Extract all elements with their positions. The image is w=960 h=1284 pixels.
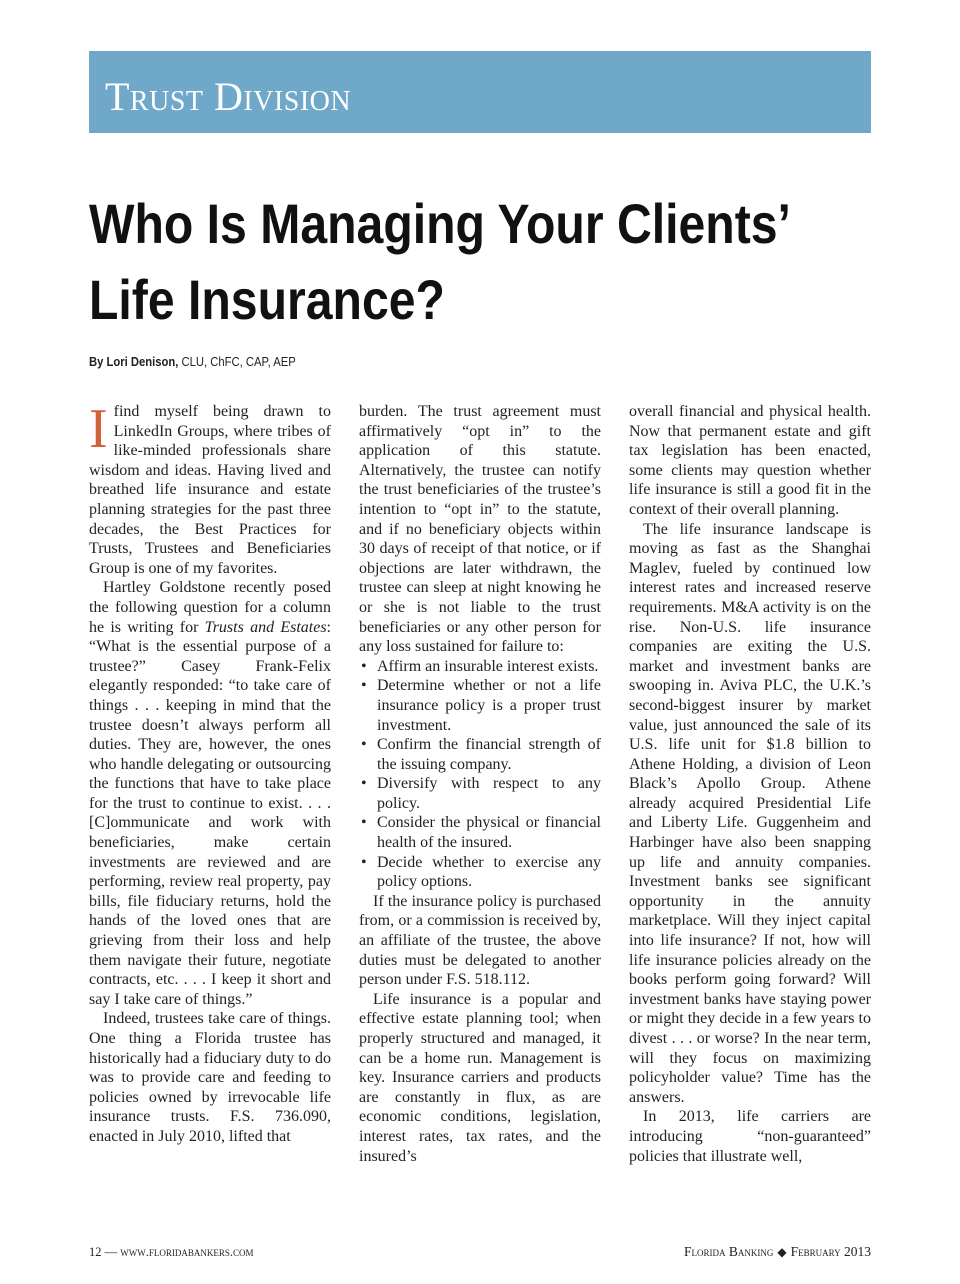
- paragraph: overall financial and physical health. Now that permanent estate and gift tax legislation has been enacted, some clients may question whether life insurance is still a good fit in the context of their overall planning.: [629, 403, 871, 518]
- article-headline: [89, 186, 794, 338]
- publication-title: Trusts and Estates: [204, 618, 327, 636]
- author-name: By Lori Denison,: [89, 355, 179, 369]
- headline-line-2: Life Insurance?: [89, 268, 445, 331]
- byline: [89, 355, 296, 369]
- column-3: [629, 402, 871, 1166]
- column-2: [359, 402, 601, 1166]
- duty-list: [359, 657, 601, 892]
- paragraph: Indeed, trustees take care of things. One thing a Florida trustee has historically had a fiduciary duty to do was to provide care and feeding to policies owned by irrevocable life insurance trusts. F.S. 736.090, enacted in July 2010, lifted that: [89, 1010, 331, 1145]
- headline-line-1: Who Is Managing Your Clients’: [89, 192, 791, 255]
- section-banner: [89, 51, 871, 133]
- paragraph: [89, 578, 331, 1009]
- paragraph: burden. The trust agreement must affirmatively “opt in” to the application of this statute. Alternatively, the trustee can notify the trust beneficiaries of the trustee’s intention to “opt in” to the statute, and if no beneficiary objects within 30 days of receipt of that notice, or if objections are later withdrawn, the trustee can sleep at night knowing he or she is not liable to the trust beneficiaries or any other person for any loss sustained for failure to:: [359, 403, 601, 656]
- paragraph: [89, 398, 331, 578]
- page-number: 12 —: [89, 1245, 118, 1259]
- list-item: • Consider the physical or financial health of the insured.: [359, 813, 601, 852]
- website-url: www.floridabankers.com: [120, 1245, 254, 1259]
- footer-page-info: [89, 1245, 254, 1260]
- paragraph: In 2013, life carriers are introducing “non-guaranteed” policies that illustrate well,: [629, 1108, 871, 1165]
- paragraph: Life insurance is a popular and effective estate planning tool; when properly structured and managed, it can be a home run. Management is key. Insurance carriers and products are constantly in flux, as are economic conditions, legislation, interest rates, tax rates, and the insured’s: [359, 990, 601, 1165]
- list-item: • Determine whether or not a life insurance policy is a proper trust investment.: [359, 676, 601, 735]
- footer-publication: [684, 1244, 871, 1260]
- author-credentials: CLU, ChFC, CAP, AEP: [181, 355, 296, 369]
- column-1: [89, 398, 331, 1147]
- paragraph: The life insurance landscape is moving as fast as the Shanghai Maglev, fueled by continued low interest rates and increased reserve requirements. M&A activity is on the rise. Non-U.S. life insurance companies are exiting the U.S. market and investment banks are swooping in. Aviva PLC, the U.K.’s second-biggest insurer by market value, just announced the sale of its U.S. life unit for $1.8 billion to Athene Holding, a division of Leon Black’s Apollo Group. Athene already acquired Presidential Life and Liberty Life. Guggenheim and Harbinger have also been snapping up life and annuity companies. Investment banks see significant opportunity in the annuity marketplace. Will they inject capital into life insurance? If not, how will life insurance policies already on the books perform going forward? Will investment banks have staying power or might they decide in a few years to divest . . . or worse? In the near term, will they focus on maximizing policyholder value? Time has the answers.: [629, 520, 871, 1106]
- section-title: Trust Division: [105, 74, 352, 119]
- list-item: • Diversify with respect to any policy.: [359, 774, 601, 813]
- list-item: • Decide whether to exercise any policy options.: [359, 853, 601, 892]
- list-item: • Confirm the financial strength of the issuing company.: [359, 735, 601, 774]
- diamond-icon: ◆: [777, 1245, 787, 1259]
- paragraph-text: Hartley Goldstone recently posed the following question for a column he is writing for: [89, 579, 331, 636]
- paragraph: If the insurance policy is purchased from, or a commission is received by, an affiliate of the trustee, the above duties must be delegated to another person under F.S. 518.112.: [359, 892, 601, 989]
- paragraph-text: find myself being drawn to LinkedIn Groups, where tribes of like-minded professionals share wisdom and ideas. Having lived and breathed life insurance and estate planning strategies for the past three decades, the Best Practices for Trusts, Trustees and Beneficiaries Group is one of my favorites.: [89, 403, 331, 577]
- paragraph-text: : “What is the essential purpose of a trustee?” Casey Frank-Felix elegantly responded: “to take care of things . . . keeping in mind that the trustee doesn’t always perform all duties. They are, however, the ones who handle delegating or outsourcing the functions that have to take place for the trust to continue to exist. . . . [C]ommunicate and work with beneficiaries, make certain investments are reviewed and are performing, review real property, pay bills, file fiduciary returns, hold the hands of the loved ones that are grieving from their loss and help them navigate their future, negotiate contracts, etc. . . . I keep it short and say I take care of things.”: [89, 618, 331, 1008]
- drop-cap: I: [89, 398, 108, 460]
- issue-date: February 2013: [790, 1244, 871, 1259]
- magazine-name: Florida Banking: [683, 1244, 774, 1259]
- list-item: • Affirm an insurable interest exists.: [359, 657, 601, 677]
